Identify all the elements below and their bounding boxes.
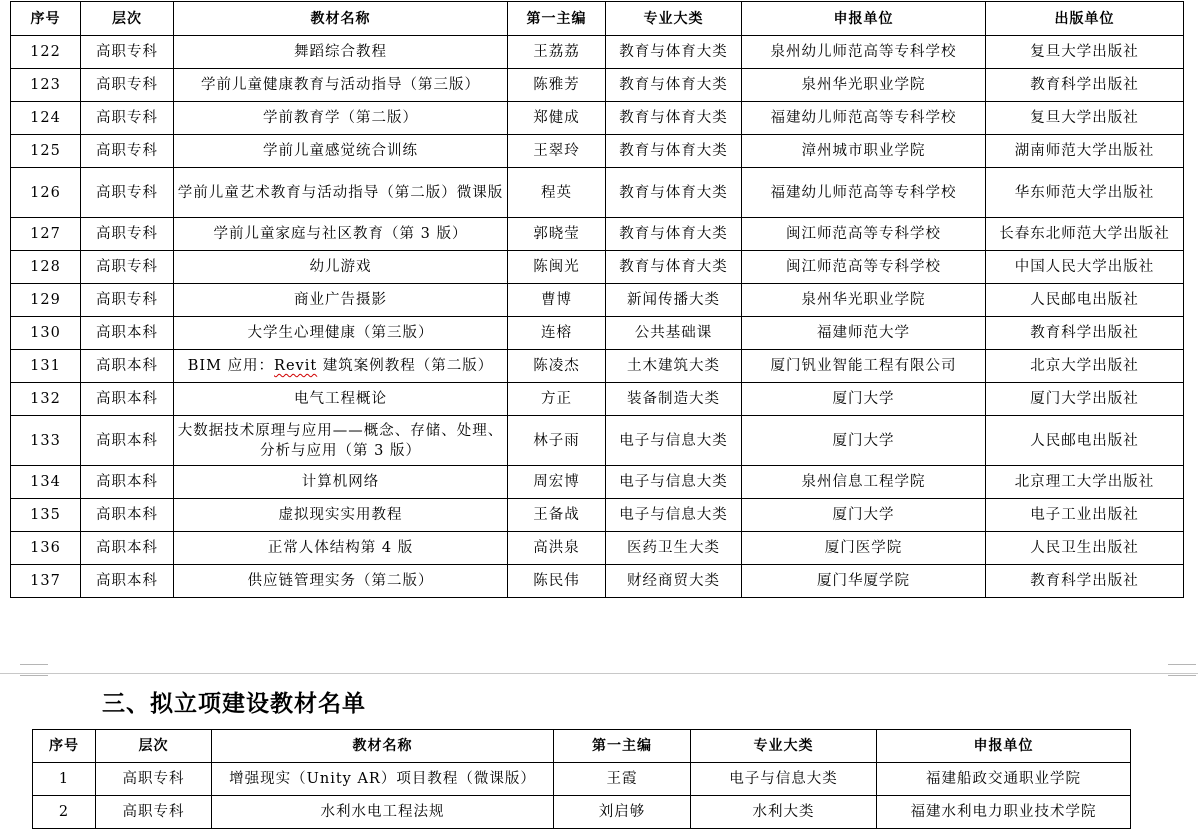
cell-serial-no: 2 xyxy=(33,796,96,829)
table-row xyxy=(11,532,1184,565)
cell-publisher: 电子工业出版社 xyxy=(986,499,1184,532)
table-row xyxy=(11,218,1184,251)
cell-publisher: 人民邮电出版社 xyxy=(986,416,1184,466)
cell-chief-editor: 方正 xyxy=(508,383,606,416)
table-row xyxy=(11,565,1184,598)
table-header-row xyxy=(33,730,1131,763)
cell-applicant-unit: 福建幼儿师范高等专科学校 xyxy=(742,168,986,218)
cell-level: 高职本科 xyxy=(81,416,174,466)
header-chief-editor: 第一主编 xyxy=(554,730,691,763)
table-row xyxy=(11,466,1184,499)
page-break-divider xyxy=(0,673,1198,674)
cell-publisher: 中国人民大学出版社 xyxy=(986,251,1184,284)
cell-chief-editor: 陈凌杰 xyxy=(508,350,606,383)
table-row xyxy=(33,763,1131,796)
cell-textbook-title: 虚拟现实实用教程 xyxy=(174,499,508,532)
cell-serial-no: 122 xyxy=(11,36,81,69)
cell-chief-editor: 陈闽光 xyxy=(508,251,606,284)
cell-textbook-title: 增强现实（Unity AR）项目教程（微课版） xyxy=(212,763,554,796)
spellcheck-flagged-word: Revit xyxy=(274,358,318,374)
header-applicant-unit: 申报单位 xyxy=(877,730,1131,763)
cell-textbook-title: 大学生心理健康（第三版） xyxy=(174,317,508,350)
cell-discipline-category: 教育与体育大类 xyxy=(606,218,742,251)
table-row xyxy=(11,416,1184,466)
cell-discipline-category: 教育与体育大类 xyxy=(606,168,742,218)
cell-applicant-unit: 厦门大学 xyxy=(742,383,986,416)
page-corner-mark xyxy=(20,664,48,676)
header-publisher: 出版单位 xyxy=(986,2,1184,36)
cell-applicant-unit: 厦门大学 xyxy=(742,499,986,532)
cell-discipline-category: 教育与体育大类 xyxy=(606,69,742,102)
cell-applicant-unit: 闽江师范高等专科学校 xyxy=(742,218,986,251)
cell-chief-editor: 刘启够 xyxy=(554,796,691,829)
cell-textbook-title: 学前教育学（第二版） xyxy=(174,102,508,135)
cell-chief-editor: 高洪泉 xyxy=(508,532,606,565)
cell-chief-editor: 陈雅芳 xyxy=(508,69,606,102)
cell-chief-editor: 程英 xyxy=(508,168,606,218)
cell-serial-no: 133 xyxy=(11,416,81,466)
cell-discipline-category: 公共基础课 xyxy=(606,317,742,350)
cell-chief-editor: 曹博 xyxy=(508,284,606,317)
cell-publisher: 教育科学出版社 xyxy=(986,317,1184,350)
cell-chief-editor: 郑健成 xyxy=(508,102,606,135)
table-row xyxy=(11,284,1184,317)
cell-level: 高职本科 xyxy=(81,499,174,532)
cell-textbook-title: 学前儿童家庭与社区教育（第 3 版） xyxy=(174,218,508,251)
cell-chief-editor: 王霞 xyxy=(554,763,691,796)
header-level: 层次 xyxy=(81,2,174,36)
cell-applicant-unit: 漳州城市职业学院 xyxy=(742,135,986,168)
cell-discipline-category: 电子与信息大类 xyxy=(691,763,877,796)
cell-publisher: 长春东北师范大学出版社 xyxy=(986,218,1184,251)
cell-level: 高职专科 xyxy=(81,135,174,168)
header-serial-no: 序号 xyxy=(11,2,81,36)
table-row xyxy=(11,350,1184,383)
cell-level: 高职本科 xyxy=(81,466,174,499)
cell-textbook-title: 学前儿童健康教育与活动指导（第三版） xyxy=(174,69,508,102)
cell-serial-no: 137 xyxy=(11,565,81,598)
cell-applicant-unit: 泉州信息工程学院 xyxy=(742,466,986,499)
cell-serial-no: 134 xyxy=(11,466,81,499)
cell-publisher: 北京理工大学出版社 xyxy=(986,466,1184,499)
cell-discipline-category: 电子与信息大类 xyxy=(606,466,742,499)
textbook-table-continued xyxy=(10,1,1184,598)
cell-chief-editor: 王备战 xyxy=(508,499,606,532)
cell-textbook-title: 幼儿游戏 xyxy=(174,251,508,284)
cell-level: 高职本科 xyxy=(81,565,174,598)
table-row xyxy=(11,383,1184,416)
cell-discipline-category: 教育与体育大类 xyxy=(606,251,742,284)
cell-textbook-title: 舞蹈综合教程 xyxy=(174,36,508,69)
cell-publisher: 复旦大学出版社 xyxy=(986,36,1184,69)
cell-serial-no: 126 xyxy=(11,168,81,218)
cell-serial-no: 124 xyxy=(11,102,81,135)
cell-textbook-title xyxy=(174,350,508,383)
cell-publisher: 厦门大学出版社 xyxy=(986,383,1184,416)
cell-serial-no: 123 xyxy=(11,69,81,102)
cell-publisher: 华东师范大学出版社 xyxy=(986,168,1184,218)
cell-serial-no: 136 xyxy=(11,532,81,565)
table-row xyxy=(11,36,1184,69)
cell-textbook-title: 供应链管理实务（第二版） xyxy=(174,565,508,598)
cell-discipline-category: 土木建筑大类 xyxy=(606,350,742,383)
cell-applicant-unit: 泉州华光职业学院 xyxy=(742,284,986,317)
cell-publisher: 湖南师范大学出版社 xyxy=(986,135,1184,168)
cell-serial-no: 1 xyxy=(33,763,96,796)
cell-discipline-category: 装备制造大类 xyxy=(606,383,742,416)
header-textbook-title: 教材名称 xyxy=(212,730,554,763)
cell-chief-editor: 陈民伟 xyxy=(508,565,606,598)
section-heading: 三、拟立项建设教材名单 xyxy=(102,691,366,717)
cell-publisher: 复旦大学出版社 xyxy=(986,102,1184,135)
page-gap xyxy=(0,598,1198,674)
cell-applicant-unit: 闽江师范高等专科学校 xyxy=(742,251,986,284)
cell-applicant-unit: 福建幼儿师范高等专科学校 xyxy=(742,102,986,135)
table-row xyxy=(11,251,1184,284)
page-corner-mark xyxy=(1168,664,1196,676)
cell-level: 高职专科 xyxy=(81,102,174,135)
cell-discipline-category: 教育与体育大类 xyxy=(606,36,742,69)
cell-level: 高职专科 xyxy=(81,218,174,251)
cell-serial-no: 128 xyxy=(11,251,81,284)
cell-level: 高职本科 xyxy=(81,317,174,350)
cell-applicant-unit: 福建师范大学 xyxy=(742,317,986,350)
cell-textbook-title: 学前儿童艺术教育与活动指导（第二版）微课版 xyxy=(174,168,508,218)
cell-level: 高职专科 xyxy=(96,796,212,829)
header-discipline-category: 专业大类 xyxy=(606,2,742,36)
cell-publisher: 人民邮电出版社 xyxy=(986,284,1184,317)
cell-chief-editor: 连榕 xyxy=(508,317,606,350)
cell-applicant-unit: 厦门医学院 xyxy=(742,532,986,565)
cell-level: 高职专科 xyxy=(81,251,174,284)
cell-publisher: 人民卫生出版社 xyxy=(986,532,1184,565)
cell-publisher: 教育科学出版社 xyxy=(986,69,1184,102)
cell-textbook-title: 水利水电工程法规 xyxy=(212,796,554,829)
proposed-textbook-table xyxy=(32,729,1131,829)
cell-serial-no: 129 xyxy=(11,284,81,317)
cell-level: 高职专科 xyxy=(81,284,174,317)
cell-textbook-title: 大数据技术原理与应用——概念、存储、处理、分析与应用（第 3 版） xyxy=(174,416,508,466)
table-row xyxy=(33,796,1131,829)
cell-serial-no: 130 xyxy=(11,317,81,350)
cell-serial-no: 131 xyxy=(11,350,81,383)
table-row xyxy=(11,168,1184,218)
cell-level: 高职本科 xyxy=(81,350,174,383)
cell-applicant-unit: 泉州幼儿师范高等专科学校 xyxy=(742,36,986,69)
cell-applicant-unit: 福建水利电力职业技术学院 xyxy=(877,796,1131,829)
cell-textbook-title: 商业广告摄影 xyxy=(174,284,508,317)
header-chief-editor: 第一主编 xyxy=(508,2,606,36)
cell-applicant-unit: 厦门大学 xyxy=(742,416,986,466)
cell-applicant-unit: 厦门华厦学院 xyxy=(742,565,986,598)
cell-textbook-title: 计算机网络 xyxy=(174,466,508,499)
cell-textbook-title: 正常人体结构第 4 版 xyxy=(174,532,508,565)
header-applicant-unit: 申报单位 xyxy=(742,2,986,36)
cell-chief-editor: 王荔荔 xyxy=(508,36,606,69)
table-header-row xyxy=(11,2,1184,36)
header-serial-no: 序号 xyxy=(33,730,96,763)
cell-applicant-unit: 福建船政交通职业学院 xyxy=(877,763,1131,796)
table-row xyxy=(11,317,1184,350)
cell-textbook-title: 电气工程概论 xyxy=(174,383,508,416)
header-level: 层次 xyxy=(96,730,212,763)
cell-level: 高职专科 xyxy=(81,69,174,102)
cell-level: 高职本科 xyxy=(81,532,174,565)
cell-discipline-category: 水利大类 xyxy=(691,796,877,829)
title-text-part: 建筑案例教程（第二版） xyxy=(317,358,494,374)
cell-serial-no: 132 xyxy=(11,383,81,416)
cell-level: 高职专科 xyxy=(81,168,174,218)
table-row xyxy=(11,102,1184,135)
cell-discipline-category: 新闻传播大类 xyxy=(606,284,742,317)
cell-chief-editor: 周宏博 xyxy=(508,466,606,499)
header-discipline-category: 专业大类 xyxy=(691,730,877,763)
cell-textbook-title: 学前儿童感觉统合训练 xyxy=(174,135,508,168)
cell-discipline-category: 教育与体育大类 xyxy=(606,102,742,135)
cell-chief-editor: 王翠玲 xyxy=(508,135,606,168)
cell-level: 高职专科 xyxy=(96,763,212,796)
cell-discipline-category: 教育与体育大类 xyxy=(606,135,742,168)
cell-discipline-category: 电子与信息大类 xyxy=(606,416,742,466)
table-row xyxy=(11,499,1184,532)
cell-level: 高职专科 xyxy=(81,36,174,69)
cell-chief-editor: 林子雨 xyxy=(508,416,606,466)
cell-publisher: 教育科学出版社 xyxy=(986,565,1184,598)
cell-serial-no: 135 xyxy=(11,499,81,532)
cell-discipline-category: 医药卫生大类 xyxy=(606,532,742,565)
cell-applicant-unit: 厦门钒业智能工程有限公司 xyxy=(742,350,986,383)
cell-discipline-category: 财经商贸大类 xyxy=(606,565,742,598)
table-row xyxy=(11,135,1184,168)
cell-chief-editor: 郭晓莹 xyxy=(508,218,606,251)
header-textbook-title: 教材名称 xyxy=(174,2,508,36)
table-row xyxy=(11,69,1184,102)
cell-serial-no: 127 xyxy=(11,218,81,251)
cell-discipline-category: 电子与信息大类 xyxy=(606,499,742,532)
cell-serial-no: 125 xyxy=(11,135,81,168)
cell-publisher: 北京大学出版社 xyxy=(986,350,1184,383)
cell-applicant-unit: 泉州华光职业学院 xyxy=(742,69,986,102)
cell-level: 高职本科 xyxy=(81,383,174,416)
title-text-part: BIM 应用： xyxy=(187,358,275,374)
